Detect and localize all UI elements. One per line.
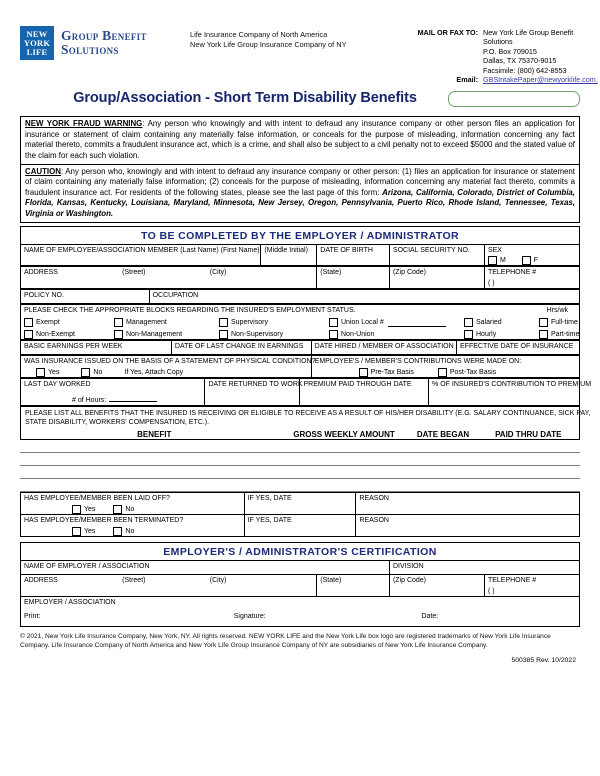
hours-label: # of Hours:: [72, 397, 107, 405]
checkbox-icon[interactable]: [24, 330, 33, 339]
benefit-input-gross[interactable]: [283, 453, 406, 466]
cell-division[interactable]: [389, 561, 579, 575]
benefit-input-gross[interactable]: [283, 440, 406, 453]
new-york-life-box-logo-icon: [20, 26, 54, 60]
telephone-label: TELEPHONE #: [487, 269, 537, 277]
city-label: (City): [209, 269, 227, 277]
brand-wordmark-line-2: Solutions: [61, 42, 119, 57]
telephone-label: TELEPHONE #: [487, 577, 537, 585]
logo-line-2: YORK: [23, 37, 51, 48]
checkbox-icon[interactable]: [113, 505, 122, 514]
checkbox-icon[interactable]: [539, 330, 548, 339]
benefits-entry-table: [20, 440, 580, 492]
page-title: Group/Association - Short Term Disability Benefits: [73, 90, 417, 107]
checkbox-icon[interactable]: [24, 318, 33, 327]
benefit-input-date-began[interactable]: [406, 466, 484, 479]
physical-condition-label: WAS INSURANCE ISSUED ON THE BASIS OF A STATEMENT OF PHYSICAL CONDITION?: [24, 358, 316, 366]
brand-wordmark: [61, 29, 147, 57]
table-row-terminated: [21, 515, 580, 537]
cell-policy-no[interactable]: [21, 290, 150, 304]
checkbox-icon[interactable]: [539, 318, 548, 327]
cell-laid-off-date[interactable]: [244, 493, 356, 515]
pre-tax-option[interactable]: [359, 368, 414, 377]
status-option-non-exempt[interactable]: [24, 330, 114, 339]
basic-earnings-label: BASIC EARNINGS PER WEEK: [24, 343, 123, 351]
post-tax-option[interactable]: [438, 368, 496, 377]
mail-fax-block: [400, 26, 598, 84]
state-label: (State): [320, 269, 342, 277]
cell-employer-telephone[interactable]: [484, 575, 579, 597]
table-row-name: [21, 245, 580, 266]
cell-contributions: [311, 356, 579, 378]
hrs-per-week-label: Hrs/wk: [546, 307, 568, 315]
logo-line-1: NEW: [26, 28, 48, 39]
cell-benefits-instruction: [21, 407, 591, 440]
mail-address-line-3: Dallas, TX 75370-9015: [483, 56, 557, 66]
status-option-union-local[interactable]: [329, 318, 464, 327]
certification-section-title: EMPLOYER'S / ADMINISTRATOR'S CERTIFICATION: [163, 546, 437, 559]
company-name-1: Life Insurance Company of North America: [190, 30, 328, 39]
caution-paragraph: [21, 164, 579, 222]
contributions-label: EMPLOYEE'S / MEMBER'S CONTRIBUTIONS WERE MADE ON:: [314, 358, 522, 366]
status-label: Supervisory: [231, 319, 268, 327]
reason-label: REASON: [359, 495, 389, 503]
effective-date-label: EFFECTIVE DATE OF INSURANCE: [460, 343, 574, 351]
status-label: Non-Exempt: [36, 331, 75, 339]
hours-field-row: [72, 394, 201, 405]
status-option-management[interactable]: [114, 318, 219, 327]
pre-tax-label: Pre-Tax Basis: [370, 369, 414, 377]
barcode-entry-field[interactable]: [448, 91, 580, 107]
hours-input[interactable]: [109, 394, 157, 402]
zip-label: (Zip Code): [392, 269, 427, 277]
status-option-part-time[interactable]: [539, 330, 579, 339]
employee-address-table: [20, 266, 580, 289]
cell-last-day-worked[interactable]: [21, 379, 205, 406]
table-row-signature: [21, 597, 580, 627]
employer-info-table: [20, 244, 580, 266]
table-row-address: [21, 267, 580, 289]
cell-signature-block: [21, 597, 580, 627]
yes-label: Yes: [84, 506, 96, 514]
sex-label: SEX: [487, 247, 502, 255]
cell-laid-off-reason[interactable]: [356, 493, 580, 515]
caution-label: CAUTION: [25, 167, 61, 177]
status-label: Union Local #: [341, 319, 384, 327]
checkbox-icon[interactable]: [72, 527, 81, 536]
caution-text: : Any person who, knowingly and with intent to defraud any insurance company or other person: (1) files an application for insurance or statement of claim containing any materially false information; (2) conceals for the purpose of misleading, information concerning any material fact thereto, commits a fraudulent insurance act. For residents of the following states, please see the last page of this form:: [25, 167, 575, 197]
if-yes-date-label: IF YES, DATE: [247, 495, 292, 503]
table-row-laid-off: [21, 493, 580, 515]
benefit-input-paid-thru[interactable]: [485, 453, 580, 466]
reason-label: REASON: [359, 517, 389, 525]
physical-condition-yes[interactable]: [36, 368, 59, 377]
table-row-benefits-instruction: [21, 407, 580, 440]
laid-off-yes[interactable]: [72, 505, 95, 514]
status-option-hourly[interactable]: [464, 330, 539, 339]
status-option-salaried[interactable]: [464, 318, 539, 327]
occupation-label: OCCUPATION: [152, 292, 199, 300]
if-yes-date-label: IF YES, DATE: [247, 517, 292, 525]
middle-initial-label: (Middle Initial): [264, 247, 308, 255]
cell-employer-name[interactable]: [21, 561, 390, 575]
checkbox-icon[interactable]: [464, 330, 473, 339]
form-number: 500385 Rev. 10/2022: [511, 657, 576, 665]
benefit-column-header-benefit: BENEFIT: [137, 430, 172, 440]
status-label: Non-Management: [126, 331, 183, 339]
table-row-earnings: [21, 341, 580, 355]
caution-states-list: Arizona, California, Colorado, District of Columbia, Florida, Kansas, Kentucky, Louisiana, Maryland, Minnesota, New Jersey, Oregon, Pennsylvania, Puerto Rico, Rhode Island, Tennessee, Texas, Virginia or Washington.: [25, 187, 575, 218]
cell-employer-state[interactable]: [317, 575, 390, 597]
ny-fraud-warning-paragraph: [21, 117, 579, 164]
checkbox-icon[interactable]: [219, 330, 228, 339]
page-header: [20, 0, 598, 85]
table-row-work-dates: [21, 379, 580, 406]
checkbox-icon[interactable]: [464, 318, 473, 327]
cell-effective-date[interactable]: [457, 341, 580, 355]
email-link[interactable]: GBSIntakePaper@newyorklife.com.: [483, 75, 598, 85]
cell-date-of-birth[interactable]: [317, 245, 390, 266]
status-label: Non-Supervisory: [231, 331, 284, 339]
footer-copyright: © 2021, New York Life Insurance Company, New York, NY. All rights reserved. NEW YORK LIFE and the New York Life box logo are registered trademarks of New York Life Insurance Company. Life Insurance Company of North America and New York Life Group Insurance Company of NY are subsidiaries of New York Life Insurance Company.: [20, 633, 551, 650]
mail-spacer-1: [400, 47, 483, 56]
benefit-input-gross[interactable]: [283, 479, 406, 492]
last-day-worked-label: LAST DAY WORKED: [24, 381, 91, 389]
date-returned-label: DATE RETURNED TO WORK: [208, 381, 303, 389]
laid-off-no[interactable]: [113, 505, 134, 514]
cell-telephone[interactable]: [484, 267, 579, 289]
yes-label: Yes: [48, 369, 60, 377]
ny-fraud-warning-label: NEW YORK FRAUD WARNING: [25, 119, 143, 129]
status-label: Non-Union: [341, 331, 375, 339]
benefit-input-gross[interactable]: [283, 466, 406, 479]
mail-spacer-2: [400, 56, 483, 65]
benefit-input-paid-thru[interactable]: [485, 466, 580, 479]
checkbox-icon[interactable]: [114, 330, 123, 339]
cell-physical-condition: [21, 356, 316, 378]
checkbox-icon[interactable]: [329, 330, 338, 339]
checkbox-icon[interactable]: [81, 368, 90, 377]
status-label: Management: [126, 319, 167, 327]
sex-female-label: F: [533, 257, 539, 265]
benefits-instruction-line-2: STATE DISABILITY, WORKERS' COMPENSATION, ETC.).: [25, 419, 210, 427]
table-row: [20, 453, 580, 466]
status-option-non-union[interactable]: [329, 330, 464, 339]
address-label: ADDRESS: [24, 269, 58, 277]
benefits-list-table: [20, 406, 591, 440]
attach-copy-label: If Yes, Attach Copy: [124, 369, 184, 377]
layoff-termination-table: [20, 492, 580, 537]
work-dates-table: [20, 378, 592, 406]
status-label: Part-time: [551, 331, 580, 339]
ny-fraud-warning-text: : Any person who knowingly and with intent to defraud any insurance company or other person files an application for insurance or statement of claim containing any materially false information, or conceals for the purpose of misleading, information concerning any fact material thereto, commits a fraudulent insurance act, which is a crime, and shall also be subject to a civil penalty not to exceed $5000 and the stated value of the claim for each such violation.: [25, 119, 575, 160]
benefit-column-header-gross: GROSS WEEKLY AMOUNT: [293, 430, 395, 440]
terminated-no[interactable]: [113, 527, 134, 536]
last-change-label: DATE OF LAST CHANGE IN EARNINGS: [174, 343, 304, 351]
table-row: [20, 466, 580, 479]
benefit-input-date-began[interactable]: [406, 479, 484, 492]
status-label: Exempt: [36, 319, 60, 327]
checkbox-icon[interactable]: [329, 318, 338, 327]
table-row: [20, 440, 580, 453]
ssn-label: SOCIAL SECURITY NO.: [392, 247, 470, 255]
status-option-supervisory[interactable]: [219, 318, 329, 327]
cell-zip[interactable]: [389, 267, 484, 289]
table-row-policy: [21, 290, 580, 304]
cell-date-returned[interactable]: [205, 379, 303, 406]
status-label: Salaried: [476, 319, 502, 327]
cell-laid-off: [21, 493, 245, 515]
cell-state[interactable]: [317, 267, 390, 289]
cell-terminated-date[interactable]: [244, 515, 356, 537]
benefit-input-benefit[interactable]: [20, 466, 283, 479]
checkbox-icon[interactable]: [359, 368, 368, 377]
physical-condition-table: [20, 355, 580, 378]
signature-label[interactable]: Signature:: [233, 613, 266, 621]
sex-female-option[interactable]: [522, 256, 538, 265]
employer-section-bar: [20, 226, 580, 244]
table-row-employer-address: [21, 575, 580, 597]
checkbox-icon[interactable]: [522, 256, 531, 265]
telephone-parens: ( ): [487, 588, 495, 596]
sex-male-option[interactable]: [488, 256, 506, 265]
checkbox-icon[interactable]: [488, 256, 497, 265]
pct-contribution-label: % OF INSURED'S CONTRIBUTION TO PREMIUM: [432, 381, 592, 389]
post-tax-label: Post-Tax Basis: [449, 369, 497, 377]
checkbox-icon[interactable]: [36, 368, 45, 377]
status-option-exempt[interactable]: [24, 318, 114, 327]
company-names: [190, 26, 400, 50]
email-label: Email:: [456, 75, 478, 85]
status-option-non-supervisory[interactable]: [219, 330, 329, 339]
cell-employer-address[interactable]: [21, 575, 317, 597]
cell-employee-name[interactable]: [21, 245, 261, 266]
no-label: No: [125, 506, 135, 514]
table-row-status: [21, 305, 580, 340]
yes-label: Yes: [84, 528, 96, 536]
benefit-input-date-began[interactable]: [406, 453, 484, 466]
employer-section-title: TO BE COMPLETED BY THE EMPLOYER / ADMINISTRATOR: [140, 230, 460, 243]
street-label: (Street): [122, 577, 146, 585]
benefit-input-benefit[interactable]: [20, 440, 283, 453]
policy-no-label: POLICY NO.: [24, 292, 64, 300]
table-row: [20, 479, 580, 492]
address-label: ADDRESS: [24, 577, 58, 585]
date-label[interactable]: Date:: [421, 613, 439, 621]
table-row-employer-name: [21, 561, 580, 575]
certification-section-bar: [20, 542, 580, 560]
checkbox-icon[interactable]: [219, 318, 228, 327]
date-hired-label: DATE HIRED / MEMBER OF ASSOCIATION: [314, 343, 454, 351]
benefit-column-header-date-began: DATE BEGAN: [416, 430, 470, 440]
cell-employment-status: [21, 305, 580, 340]
mail-or-fax-label: MAIL OR FAX TO:: [417, 28, 478, 37]
brand-logo: [20, 26, 190, 60]
earnings-dates-table: [20, 340, 580, 355]
employer-name-label: NAME OF EMPLOYER / ASSOCIATION: [24, 563, 150, 571]
certification-table: [20, 560, 580, 627]
state-label: (State): [320, 577, 342, 585]
checkbox-icon[interactable]: [438, 368, 447, 377]
cell-address[interactable]: [21, 267, 317, 289]
city-label: (City): [209, 577, 227, 585]
cell-employer-zip[interactable]: [389, 575, 484, 597]
union-local-input[interactable]: [388, 319, 446, 327]
status-option-full-time[interactable]: [539, 318, 579, 327]
cell-premium-paid[interactable]: [300, 379, 429, 406]
logo-line-3: LIFE: [26, 46, 48, 57]
benefit-input-paid-thru[interactable]: [485, 479, 580, 492]
title-row: [20, 90, 580, 112]
table-row-physical-condition: [21, 356, 580, 378]
fraud-warning-box: [20, 116, 580, 223]
no-label: No: [93, 369, 103, 377]
employment-status-table: [20, 304, 580, 340]
cell-occupation[interactable]: [149, 290, 579, 304]
laid-off-label: HAS EMPLOYEE/MEMBER BEEN LAID OFF?: [24, 495, 170, 503]
cell-basic-earnings[interactable]: [21, 341, 172, 355]
cell-last-change-earnings[interactable]: [171, 341, 311, 355]
cell-terminated: [21, 515, 245, 537]
status-instruction-label: PLEASE CHECK THE APPROPRIATE BLOCKS REGARDING THE INSURED'S EMPLOYMENT STATUS.: [24, 307, 356, 315]
checkbox-icon[interactable]: [113, 527, 122, 536]
cell-ssn[interactable]: [389, 245, 484, 266]
benefit-column-header-paid-thru: PAID THRU DATE: [495, 430, 562, 440]
telephone-parens: ( ): [487, 280, 495, 288]
benefits-instruction-line-1: PLEASE LIST ALL BENEFITS THAT THE INSURED IS RECEIVING OR ELIGIBLE TO RECEIVE AS A RESULT OF HIS/HER DISABILITY (E.G. SALARY CONTINUANCE, SICK PAY,: [25, 410, 591, 418]
employee-name-label: NAME OF EMPLOYEE/ASSOCIATION MEMBER (Last Name) (First Name): [24, 247, 260, 255]
brand-wordmark-line-1: Group Benefit: [61, 28, 147, 43]
company-name-2: New York Life Group Insurance Company of NY: [190, 40, 347, 49]
street-label: (Street): [122, 269, 146, 277]
mail-spacer-3: [400, 66, 483, 75]
status-option-non-management[interactable]: [114, 330, 219, 339]
print-label[interactable]: Print:: [24, 613, 41, 621]
mail-address-line-2: P.O. Box 709015: [483, 46, 537, 56]
status-label: Full-time: [551, 319, 578, 327]
mail-address-line-1: New York Life Group Benefit Solutions: [483, 28, 574, 47]
date-of-birth-label: DATE OF BIRTH: [320, 247, 373, 255]
benefit-input-benefit[interactable]: [20, 479, 283, 492]
zip-label: (Zip Code): [392, 577, 427, 585]
checkbox-icon[interactable]: [114, 318, 123, 327]
cell-pct-contribution[interactable]: [429, 379, 592, 406]
sex-male-label: M: [499, 257, 506, 265]
premium-paid-label: PREMIUM PAID THROUGH DATE: [303, 381, 412, 389]
checkbox-icon[interactable]: [72, 505, 81, 514]
status-label: Hourly: [476, 331, 497, 339]
no-label: No: [125, 528, 135, 536]
terminated-yes[interactable]: [72, 527, 95, 536]
benefit-input-benefit[interactable]: [20, 453, 283, 466]
cell-middle-initial[interactable]: [261, 245, 317, 266]
division-label: DIVISION: [392, 563, 424, 571]
facsimile-line: Facsimile: (800) 642-8553: [483, 65, 567, 75]
benefit-input-paid-thru[interactable]: [485, 440, 580, 453]
cell-sex: [484, 245, 579, 266]
policy-occupation-table: [20, 289, 580, 304]
cell-terminated-reason[interactable]: [356, 515, 580, 537]
cell-date-hired[interactable]: [311, 341, 456, 355]
employer-association-label: EMPLOYER / ASSOCIATION: [24, 599, 116, 607]
benefit-input-date-began[interactable]: [406, 440, 484, 453]
terminated-label: HAS EMPLOYEE/MEMBER BEEN TERMINATED?: [24, 517, 184, 525]
physical-condition-no[interactable]: [81, 368, 102, 377]
